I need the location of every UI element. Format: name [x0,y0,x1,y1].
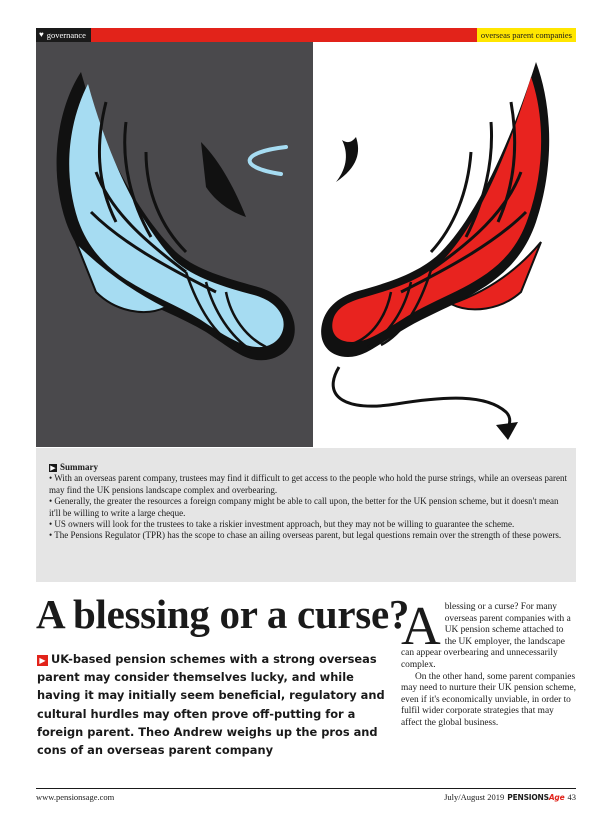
body-paragraph: On the other hand, some parent companies may need to nurture their UK pension scheme, even if it's economically unviable, in order to fulfil wider corporate strategies that may affect the global business. [401,671,576,728]
footer-rule [36,788,576,789]
devil-tail-icon [333,367,518,440]
angel-wing-icon [57,72,295,360]
footer-url[interactable]: www.pensionsage.com [36,792,115,802]
section-tag [36,28,91,42]
standfirst-text: UK-based pension schemes with a strong overseas parent may consider themselves lucky, and while having it may initially seem beneficial, regulatory and cultural hurdles may often prove off-putting for a foreign parent. Theo Andrew weighs up the pros and cons of an overseas parent company [37,652,385,758]
brand-logo: PENSIONSAge [507,793,565,802]
body-paragraph: blessing or a curse? For many overseas parent companies with a UK pension scheme attached to the UK employer, the landscape can appear overbearing and unnecessarily complex. [401,602,571,670]
topic-tag: overseas parent companies [477,28,576,42]
footer-info [444,792,576,802]
summary-item: • The Pensions Regulator (TPR) has the scope to chase an ailing overseas parent, but legal questions remain over the strength of these powers. [49,530,562,541]
arrow-right-icon: ▶ [50,463,56,472]
article-body [401,595,576,730]
issue-date: July/August 2019 [444,792,505,802]
devil-wing-icon [321,62,549,357]
heart-icon: ♥ [39,30,44,39]
summary-box [36,448,576,582]
section-bar [36,28,576,42]
hero-illustration [36,42,576,447]
article-standfirst [37,650,392,759]
drop-cap: A [401,595,441,656]
section-label: governance [46,30,86,40]
article-headline: A blessing or a curse? [36,591,410,637]
devil-horn-icon [336,137,358,182]
summary-item: • US owners will look for the trustees to take a riskier investment approach, but they may not be willing to guarantee the scheme. [49,519,515,530]
summary-heading [49,462,568,473]
summary-item: • With an overseas parent company, trustees may find it difficult to get access to the people who hold the purse strings, while an overseas parent may find the UK pensions landscape complex and overbearing. [49,473,567,495]
arrow-right-icon: ▶ [37,655,48,666]
page-number: 43 [567,792,576,802]
summary-item: • Generally, the greater the resources a foreign company might be able to call upon, the better for the UK pension scheme, but it doesn't mean it'll be willing to write a large cheque. [49,496,559,518]
halo-icon [250,147,286,174]
wings-artwork [36,42,576,447]
summary-heading-label: Summary [60,462,98,472]
